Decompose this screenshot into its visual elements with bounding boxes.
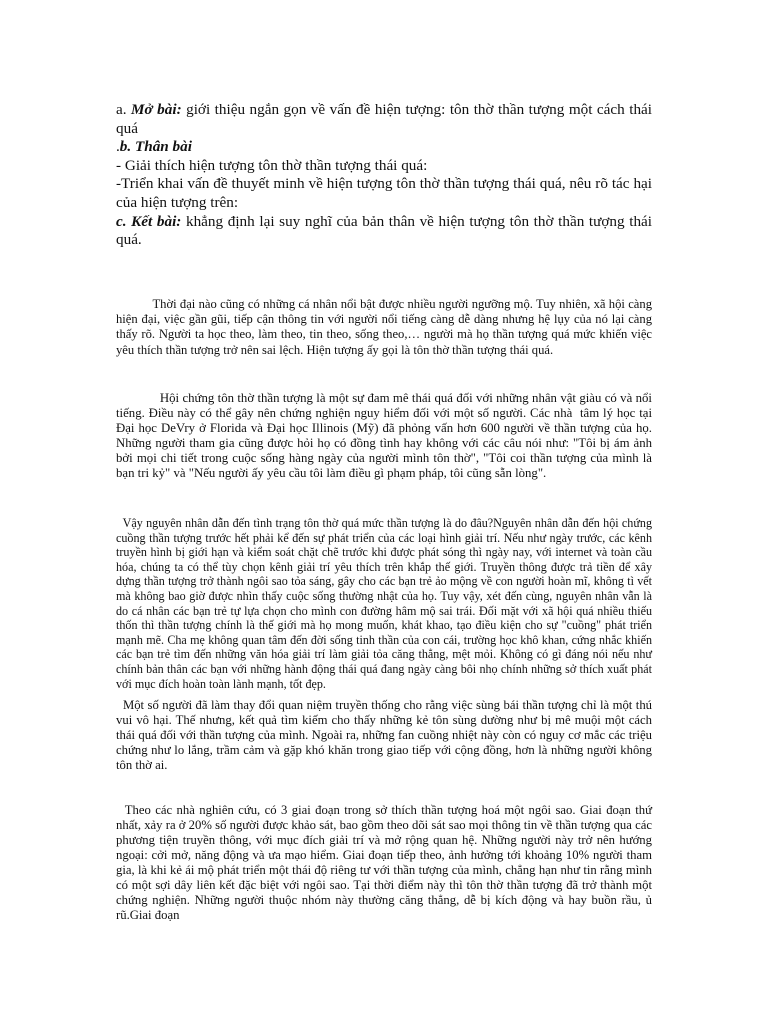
outline-intro — [116, 101, 652, 138]
essay-outline — [116, 101, 652, 250]
body-heading-prefix: . — [116, 138, 120, 156]
outline-body-item-1: - Giải thích hiện tượng tôn thờ thần tượng thái quá: — [116, 156, 428, 174]
outline-body-item-2: -Triển khai vấn đề thuyết minh về hiện tượng tôn thờ thần tượng thái quá, nêu rõ tác hại của hiện tượng trên: — [116, 175, 652, 211]
outline-body-heading — [116, 138, 652, 157]
intro-label: a. — [116, 101, 127, 118]
conclusion-heading: c. Kết bài: — [116, 212, 182, 230]
paragraph-causes: Vậy nguyên nhân dẫn đến tình trạng tôn thờ quá mức thần tượng là do đâu?Nguyên nhân dẫn đến hội chứng cuồng thần tượng trước hết phải kể đến sự phát triển của các loại hình giải trí. Nếu như ngày trước, các kênh truyền hình bị giới hạn và kiểm soát chặt chẽ trước khi được phát sóng thì ngày nay, với internet và toàn cầu hóa, chúng ta có thể tùy chọn kênh giải trí yêu thích trên khắp thế giới. Truyền thông được trả tiền để xây dựng thần tượng trở thành ngôi sao tỏa sáng, gây cho các bạn trẻ ảo mộng về con người hoàn mĩ, không tì vết mà không bao giờ được nhìn thấy cuộc sống thường nhật của họ. Tuy vậy, xét đến cùng, nguyên nhân vẫn là do cá nhân các bạn trẻ tự lựa chọn cho mình con đường hâm mộ sai trái. Đối mặt với xã hội quá nhiều thiếu thốn thì thần tượng chính là thế giới mà họ mong muốn, khát khao, tạo điều kiện cho sự "cuồng" phát triển mạnh mẽ. Cha mẹ không quan tâm đến đời sống tinh thần của con cái, trường học khô khan, cứng nhắc khiến các bạn trẻ tìm đến những văn hóa giải trí làm giải tỏa căng thẳng, mệt mỏi. Không có gì đáng nói nếu như chính bản thân các bạn với những hành động thái quá đang ngày càng bôi nhọ chính những sở thích xuất phát với mục đích hoàn toàn lành mạnh, tốt đẹp. — [116, 516, 656, 691]
paragraph-introduction: Thời đại nào cũng có những cá nhân nổi bật được nhiều người ngưỡng mộ. Tuy nhiên, xã hội càng hiện đại, việc gần gũi, tiếp cận thông tin với người nổi tiếng càng dễ dàng nhưng hệ lụy của nó lại càng thấy rõ. Người ta học theo, làm theo, tin theo, sống theo,… người mà họ thần tượng quá mức khiến việc yêu thích thần tượng trở nên sai lệch. Hiện tượng ấy gọi là tôn thờ thần tượng thái quá. — [116, 297, 656, 357]
conclusion-text: khẳng định lại suy nghĩ của bản thân về hiện tượng tôn thờ thần tượng thái quá. — [116, 212, 653, 249]
body-heading: b. Thân bài — [119, 138, 192, 156]
paragraph-syndrome: Hội chứng tôn thờ thần tượng là một sự đam mê thái quá đối với những nhân vật giàu có và nổi tiếng. Điều này có thể gây nên chứng nghiện nguy hiểm đối với một số người. Các nhà tâm lý học tại Đại học DeVry ở Florida và Đại học Illinois (Mỹ) đã phỏng vấn hơn 600 người về thần tượng của họ. Những người tham gia cũng được hỏi họ có đồng tình hay không với các câu nói như: "Tôi bị ám ảnh bởi mọi chi tiết trong cuộc sống hàng ngày của người mình tôn thờ", "Tôi coi thần tượng của mình là bạn tri kỷ" và "Nếu người ấy yêu cầu tôi làm điều gì phạm pháp, tôi cũng sẵn lòng". — [116, 391, 656, 481]
intro-heading: Mở bài: — [131, 101, 182, 118]
intro-text: giới thiệu ngắn gọn về vấn đề hiện tượng: tôn thờ thần tượng một cách thái quá — [116, 101, 652, 137]
paragraph-stages: Theo các nhà nghiên cứu, có 3 giai đoạn trong sở thích thần tượng hoá một ngôi sao. Giai đoạn thứ nhất, xảy ra ở 20% số người được khảo sát, bao gồm theo dõi sát sao mọi thông tin về thần tượng qua các phương tiện truyền thông, với mục đích giải trí và mở rộng quan hệ. Những người này trở nên hướng ngoại: cởi mở, năng động và ưa mạo hiểm. Giai đoạn tiếp theo, ảnh hưởng tới khoảng 10% người tham gia, là khi kẻ ái mộ phát triển một thái độ riêng tư với thần tượng của mình, chẳng hạn như tin rằng mình có một sợi dây liên kết đặc biệt với ngôi sao. Tại thời điểm này thì tôn thờ thần tượng đã trở thành một chứng nghiện. Những người thuộc nhóm này thường căng thẳng, dễ bị kích động và hay buồn rầu, ủ rũ.Giai đoạn — [116, 803, 656, 922]
outline-conclusion — [116, 213, 652, 250]
paragraph-effects: Một số người đã làm thay đổi quan niệm truyền thống cho rằng việc sùng bái thần tượng chỉ là một thú vui vô hại. Thế nhưng, kết quả tìm kiếm cho thấy những kẻ tôn sùng dường như bị mê muội một cách thái quá đối với thần tượng của mình. Ngoài ra, những fan cuồng nhiệt này còn có nguy cơ mắc các triệu chứng như lo lắng, trầm cảm và gặp khó khăn trong giao tiếp với cộng đồng, hơn là những người không tôn thờ ai. — [116, 698, 656, 772]
